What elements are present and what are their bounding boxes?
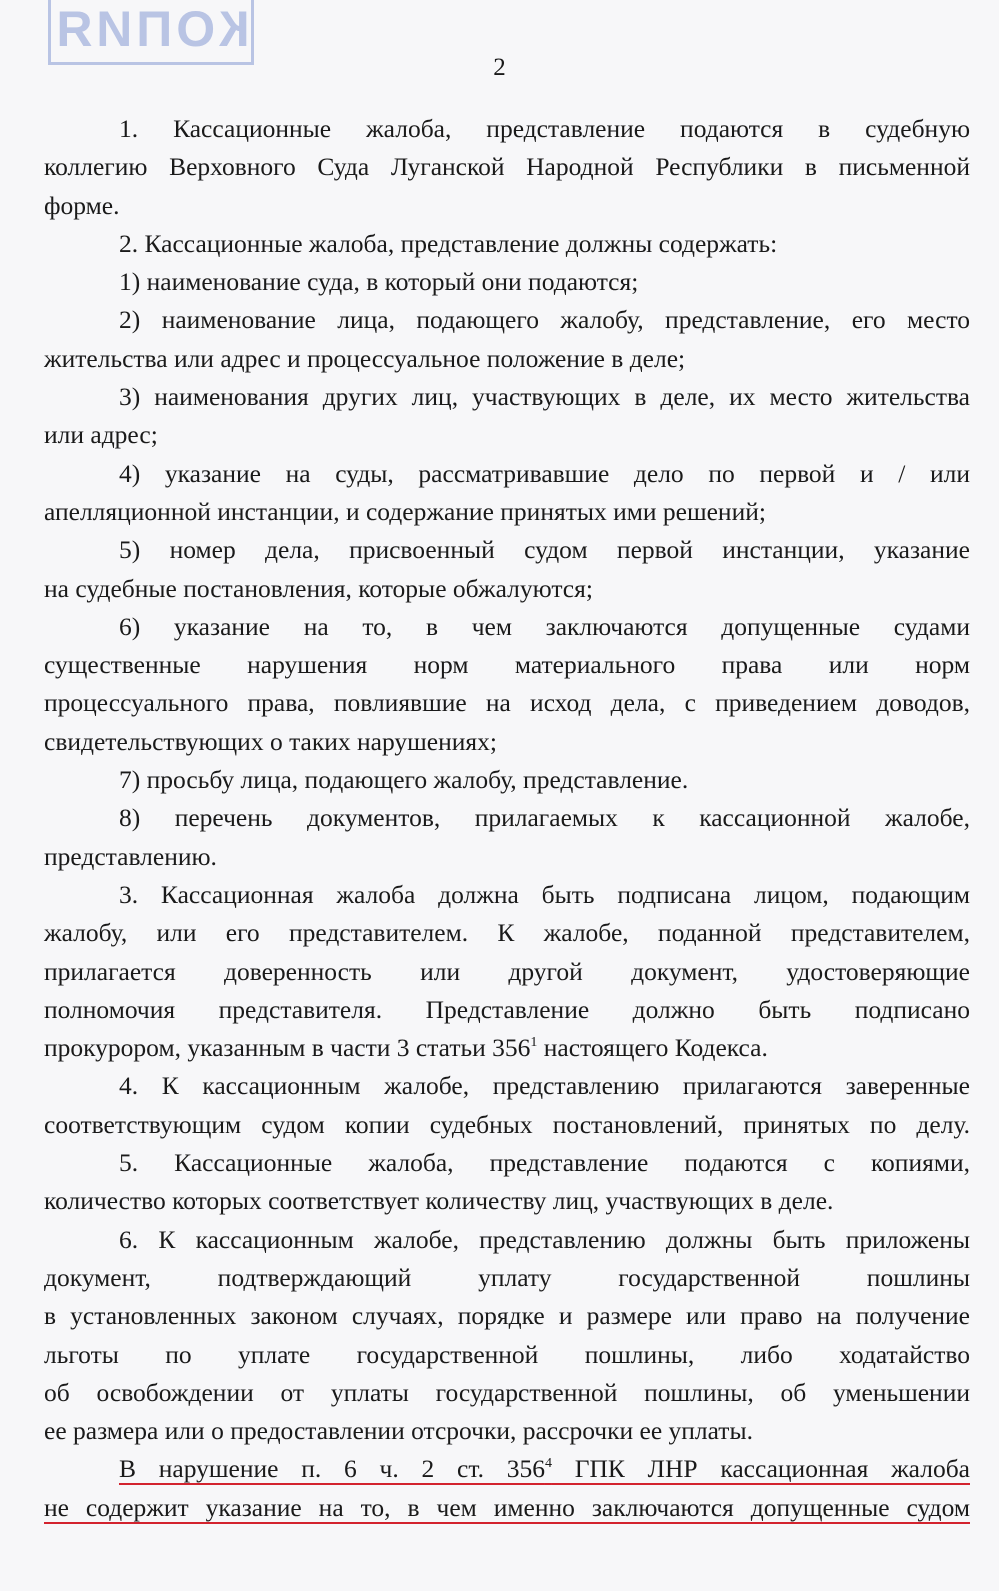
text-line — [44, 416, 970, 454]
line-main: свидетельствующих о таких нарушениях; — [44, 726, 497, 756]
line-text — [44, 1493, 970, 1522]
line-text — [44, 191, 119, 220]
line-main: апелляционной инстанции, и содержание принятых ими решений; — [44, 496, 766, 526]
text-line — [44, 646, 970, 684]
text-line — [44, 1450, 970, 1488]
text-line — [44, 1297, 970, 1335]
line-text — [44, 1110, 970, 1139]
line-main: льготы по уплате государственной пошлины, либо ходатайство — [44, 1339, 970, 1369]
line-main: 4. К кассационным жалобе, представлению прилагаются заверенные — [119, 1071, 970, 1101]
text-line — [44, 1106, 970, 1144]
line-main: процессуального права, повлиявшие на исход дела, с приведением доводов, — [44, 688, 970, 718]
text-line — [44, 493, 970, 531]
line-main: ее размера или о предоставлении отсрочки, рассрочки ее уплаты. — [44, 1416, 753, 1446]
line-text — [119, 612, 970, 641]
text-line — [44, 1259, 970, 1297]
line-text — [44, 1263, 970, 1292]
line-main: в установленных законом случаях, порядке и размере или право на получение — [44, 1301, 970, 1331]
line-main: 3) наименования других лиц, участвующих в деле, их место жительства — [119, 382, 970, 412]
line-text — [119, 535, 970, 564]
line-main: 6. К кассационным жалобе, представлению должны быть приложены — [119, 1224, 970, 1254]
line-text — [44, 1186, 833, 1215]
line-main: полномочия представителя. Представление должно быть подписано — [44, 994, 970, 1024]
text-line — [44, 1182, 970, 1220]
line-text — [119, 1071, 970, 1100]
page-number: 2 — [493, 54, 506, 81]
line-main: 3. Кассационная жалоба должна быть подписана лицом, подающим — [119, 879, 970, 909]
line-main: жительства или адрес и процессуальное положение в деле; — [44, 343, 686, 373]
text-line — [44, 301, 970, 339]
line-main: 5. Кассационные жалоба, представление подаются с копиями, — [119, 1148, 970, 1178]
line-text — [44, 727, 497, 756]
text-line — [44, 1144, 970, 1182]
line-main: прокурором, указанным в части 3 статьи 356 — [44, 1033, 531, 1063]
text-line — [44, 1489, 970, 1527]
line-text — [119, 1454, 970, 1483]
text-line — [44, 914, 970, 952]
line-text — [44, 995, 970, 1024]
line-main: 5) номер дела, присвоенный судом первой инстанции, указание — [119, 535, 970, 565]
line-text — [44, 420, 158, 449]
line-text — [119, 1225, 970, 1254]
line-text — [119, 765, 688, 794]
text-line — [44, 761, 970, 799]
line-text — [44, 918, 970, 947]
line-main: 6) указание на то, в чем заключаются допущенные судами — [119, 611, 970, 641]
line-text — [119, 382, 970, 411]
text-line — [44, 1412, 970, 1450]
line-main: об освобождении от уплаты государственной пошлины, об уменьшении — [44, 1377, 970, 1407]
text-line — [44, 1374, 970, 1412]
line-main: прилагается доверенность или другой документ, удостоверяющие — [44, 956, 970, 986]
text-line — [44, 1029, 970, 1067]
line-text — [119, 880, 970, 909]
text-line — [44, 1221, 970, 1259]
text-line — [44, 225, 970, 263]
text-line — [44, 876, 970, 914]
line-text — [44, 1301, 970, 1330]
text-line — [44, 340, 970, 378]
line-main: количество которых соответствует количеству лиц, участвующих в деле. — [44, 1186, 834, 1216]
text-line — [44, 991, 970, 1029]
line-main: не содержит указание на то, в чем именно заключаются допущенные судом — [44, 1492, 970, 1522]
line-main: существенные нарушения норм материального права или норм — [44, 650, 970, 680]
text-line — [44, 455, 970, 493]
superscript: 1 — [530, 1035, 538, 1051]
line-main: форме. — [44, 190, 120, 220]
line-text — [44, 842, 217, 871]
line-main: 1) наименование суда, в который они подаются; — [119, 267, 639, 297]
line-text — [119, 803, 970, 832]
line-text — [119, 267, 638, 296]
text-line — [44, 953, 970, 991]
line-main: соответствующим судом копии судебных постановлений, принятых по делу. — [44, 1109, 970, 1139]
line-tail: настоящего Кодекса. — [537, 1033, 768, 1063]
text-line — [44, 684, 970, 722]
line-text — [119, 229, 777, 258]
line-main: на судебные постановления, которые обжалуются; — [44, 573, 593, 603]
line-main: документ, подтверждающий уплату государственной пошлины — [44, 1262, 970, 1292]
line-main: жалобу, или его представителем. К жалобе, поданной представителем, — [44, 918, 970, 948]
line-text — [119, 305, 970, 334]
text-line — [44, 1336, 970, 1374]
text-line — [44, 110, 970, 148]
text-line — [44, 531, 970, 569]
text-line — [44, 723, 970, 761]
line-text — [44, 1378, 970, 1407]
line-text — [44, 344, 685, 373]
line-text — [44, 957, 970, 986]
line-main: 8) перечень документов, прилагаемых к кассационной жалобе, — [119, 803, 970, 833]
line-main: 2. Кассационные жалоба, представление должны содержать: — [119, 228, 778, 258]
copy-stamp: КОПИЯ — [48, 0, 254, 65]
line-main: 7) просьбу лица, подающего жалобу, представление. — [119, 765, 689, 795]
line-main: 1. Кассационные жалоба, представление подаются в судебную — [119, 114, 970, 143]
body-text — [44, 110, 970, 1527]
text-line — [44, 187, 970, 225]
text-line — [44, 799, 970, 837]
line-text — [44, 497, 766, 526]
line-main: коллегию Верховного Суда Луганской Народной Республики в письменной — [44, 152, 970, 182]
line-text — [44, 152, 970, 181]
text-line — [44, 838, 970, 876]
text-line — [44, 148, 970, 186]
line-main: 4) указание на суды, рассматривавшие дело по первой и / или — [119, 458, 970, 488]
line-main: 2) наименование лица, подающего жалобу, представление, его место — [119, 305, 970, 335]
line-main: представлению. — [44, 841, 217, 871]
text-line — [44, 570, 970, 608]
line-text — [119, 459, 970, 488]
text-line — [44, 1067, 970, 1105]
line-tail: ГПК ЛНР кассационная жалоба — [551, 1454, 970, 1484]
line-text — [44, 1340, 970, 1369]
line-text — [44, 574, 593, 603]
line-text — [44, 688, 970, 717]
line-text — [119, 1148, 970, 1177]
text-line — [44, 263, 970, 301]
line-text — [44, 1033, 768, 1062]
superscript: 4 — [544, 1456, 552, 1472]
line-main: В нарушение п. 6 ч. 2 ст. 356 — [119, 1454, 545, 1484]
line-text — [119, 114, 970, 143]
text-line — [44, 608, 970, 646]
line-text — [44, 650, 970, 679]
line-main: или адрес; — [44, 420, 158, 450]
line-text — [44, 1416, 753, 1445]
text-line — [44, 378, 970, 416]
